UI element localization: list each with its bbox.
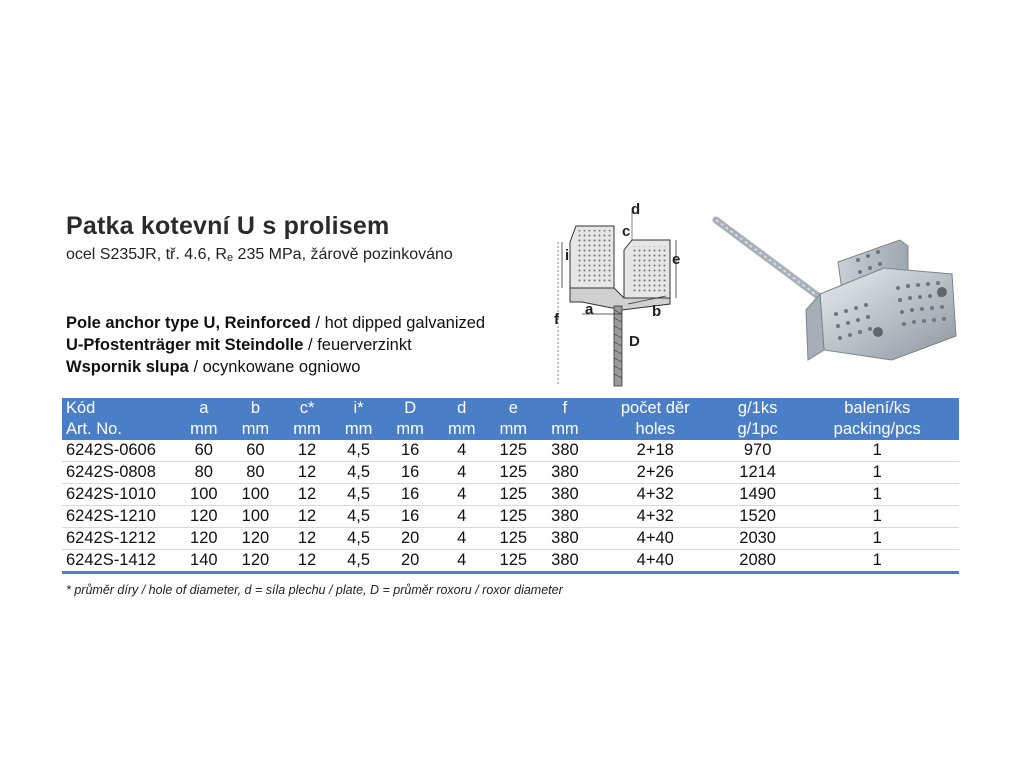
cell-c: 12: [281, 506, 333, 528]
col-subheader-a: mm: [178, 419, 230, 440]
diagram-label-e: e: [672, 251, 681, 268]
footnote: * průměr díry / hole of diameter, d = síla plechu / plate, D = průměr roxoru / roxor diameter: [66, 583, 563, 597]
cell-D: 16: [384, 506, 436, 528]
cell-code: 6242S-0606: [62, 440, 178, 462]
cell-code: 6242S-1010: [62, 484, 178, 506]
cell-holes: 4+32: [591, 506, 720, 528]
cell-holes: 2+26: [591, 462, 720, 484]
material-subtitle: [66, 246, 453, 264]
col-header-e: e: [488, 398, 540, 419]
cell-weight: 2080: [720, 550, 796, 573]
subtitle-post: 235 MPa, žárově pozinkováno: [233, 246, 453, 263]
subtitle-sub: e: [226, 252, 234, 264]
cell-f: 380: [539, 440, 591, 462]
cell-D: 20: [384, 528, 436, 550]
col-header-i: i*: [333, 398, 385, 419]
col-subheader-i: mm: [333, 419, 385, 440]
subtitle-pre: ocel S235JR, tř. 4.6, R: [66, 246, 227, 263]
table-body: [62, 440, 959, 573]
cell-e: 125: [488, 440, 540, 462]
table-row: [62, 462, 959, 484]
diagram-label-c: c: [622, 223, 631, 240]
cell-b: 100: [230, 506, 282, 528]
description-pl-rest: / ocynkowane ogniowo: [188, 358, 361, 376]
col-subheader-f: mm: [539, 419, 591, 440]
cell-packing: 1: [795, 440, 959, 462]
cell-packing: 1: [795, 462, 959, 484]
cell-c: 12: [281, 462, 333, 484]
cell-d: 4: [436, 462, 488, 484]
cell-weight: 1490: [720, 484, 796, 506]
cell-e: 125: [488, 528, 540, 550]
cell-i: 4,5: [333, 528, 385, 550]
cell-i: 4,5: [333, 550, 385, 573]
description-pl: [66, 358, 360, 377]
table-row: [62, 550, 959, 573]
cell-code: 6242S-1210: [62, 506, 178, 528]
cell-f: 380: [539, 528, 591, 550]
cell-weight: 2030: [720, 528, 796, 550]
cell-i: 4,5: [333, 484, 385, 506]
cell-f: 380: [539, 484, 591, 506]
cell-c: 12: [281, 484, 333, 506]
cell-d: 4: [436, 440, 488, 462]
cell-weight: 1520: [720, 506, 796, 528]
col-header-c: c*: [281, 398, 333, 419]
col-header-holes: počet děr: [591, 398, 720, 419]
cell-a: 80: [178, 462, 230, 484]
col-subheader-weight: g/1pc: [720, 419, 796, 440]
col-header-a: a: [178, 398, 230, 419]
cell-d: 4: [436, 550, 488, 573]
diagram-label-D: D: [629, 333, 640, 350]
cell-f: 380: [539, 462, 591, 484]
cell-b: 120: [230, 550, 282, 573]
cell-a: 100: [178, 484, 230, 506]
cell-holes: 4+40: [591, 550, 720, 573]
cell-e: 125: [488, 462, 540, 484]
cell-e: 125: [488, 550, 540, 573]
cell-b: 80: [230, 462, 282, 484]
cell-packing: 1: [795, 484, 959, 506]
cell-b: 100: [230, 484, 282, 506]
cell-D: 16: [384, 462, 436, 484]
cell-holes: 4+40: [591, 528, 720, 550]
cell-weight: 970: [720, 440, 796, 462]
cell-packing: 1: [795, 506, 959, 528]
description-de: [66, 336, 412, 355]
cell-code: 6242S-1212: [62, 528, 178, 550]
cell-packing: 1: [795, 528, 959, 550]
cell-a: 120: [178, 506, 230, 528]
col-subheader-b: mm: [230, 419, 282, 440]
cell-holes: 4+32: [591, 484, 720, 506]
description-en-rest: / hot dipped galvanized: [310, 314, 486, 332]
diagram-label-a: a: [585, 301, 594, 318]
cell-c: 12: [281, 528, 333, 550]
cell-f: 380: [539, 550, 591, 573]
diagram-label-f: f: [554, 311, 559, 328]
col-header-code: Kód: [62, 398, 178, 419]
cell-holes: 2+18: [591, 440, 720, 462]
col-subheader-d: mm: [436, 419, 488, 440]
description-en: [66, 314, 485, 333]
cell-e: 125: [488, 506, 540, 528]
col-subheader-e: mm: [488, 419, 540, 440]
cell-d: 4: [436, 528, 488, 550]
cell-code: 6242S-0808: [62, 462, 178, 484]
table-row: [62, 484, 959, 506]
col-header-b: b: [230, 398, 282, 419]
spec-table: [62, 398, 959, 574]
cell-weight: 1214: [720, 462, 796, 484]
cell-i: 4,5: [333, 440, 385, 462]
table-row: [62, 440, 959, 462]
col-header-weight: g/1ks: [720, 398, 796, 419]
col-subheader-holes: holes: [591, 419, 720, 440]
description-pl-bold: Wspornik slupa: [66, 358, 189, 376]
table-row: [62, 506, 959, 528]
cell-D: 16: [384, 440, 436, 462]
col-subheader-code: Art. No.: [62, 419, 178, 440]
product-photo: [708, 210, 963, 395]
cell-D: 16: [384, 484, 436, 506]
cell-b: 120: [230, 528, 282, 550]
cell-d: 4: [436, 506, 488, 528]
dimension-diagram: [552, 198, 692, 393]
cell-e: 125: [488, 484, 540, 506]
col-header-f: f: [539, 398, 591, 419]
description-de-bold: U-Pfostenträger mit Steindolle: [66, 336, 304, 354]
col-subheader-D: mm: [384, 419, 436, 440]
cell-c: 12: [281, 440, 333, 462]
col-subheader-c: mm: [281, 419, 333, 440]
table-row: [62, 528, 959, 550]
header-row: [62, 398, 959, 419]
description-de-rest: / feuerverzinkt: [303, 336, 412, 354]
cell-a: 60: [178, 440, 230, 462]
cell-D: 20: [384, 550, 436, 573]
description-en-bold: Pole anchor type U, Reinforced: [66, 314, 311, 332]
diagram-label-b: b: [652, 303, 662, 320]
diagram-label-i: i: [565, 247, 570, 264]
cell-i: 4,5: [333, 462, 385, 484]
col-subheader-packing: packing/pcs: [795, 419, 959, 440]
cell-packing: 1: [795, 550, 959, 573]
cell-i: 4,5: [333, 506, 385, 528]
cell-d: 4: [436, 484, 488, 506]
header-row: [62, 419, 959, 440]
diagram-label-d: d: [631, 201, 641, 218]
cell-code: 6242S-1412: [62, 550, 178, 573]
col-header-D: D: [384, 398, 436, 419]
col-header-packing: balení/ks: [795, 398, 959, 419]
cell-b: 60: [230, 440, 282, 462]
cell-c: 12: [281, 550, 333, 573]
cell-a: 140: [178, 550, 230, 573]
cell-f: 380: [539, 506, 591, 528]
cell-a: 120: [178, 528, 230, 550]
col-header-d: d: [436, 398, 488, 419]
page-title: Patka kotevní U s prolisem: [66, 212, 390, 240]
